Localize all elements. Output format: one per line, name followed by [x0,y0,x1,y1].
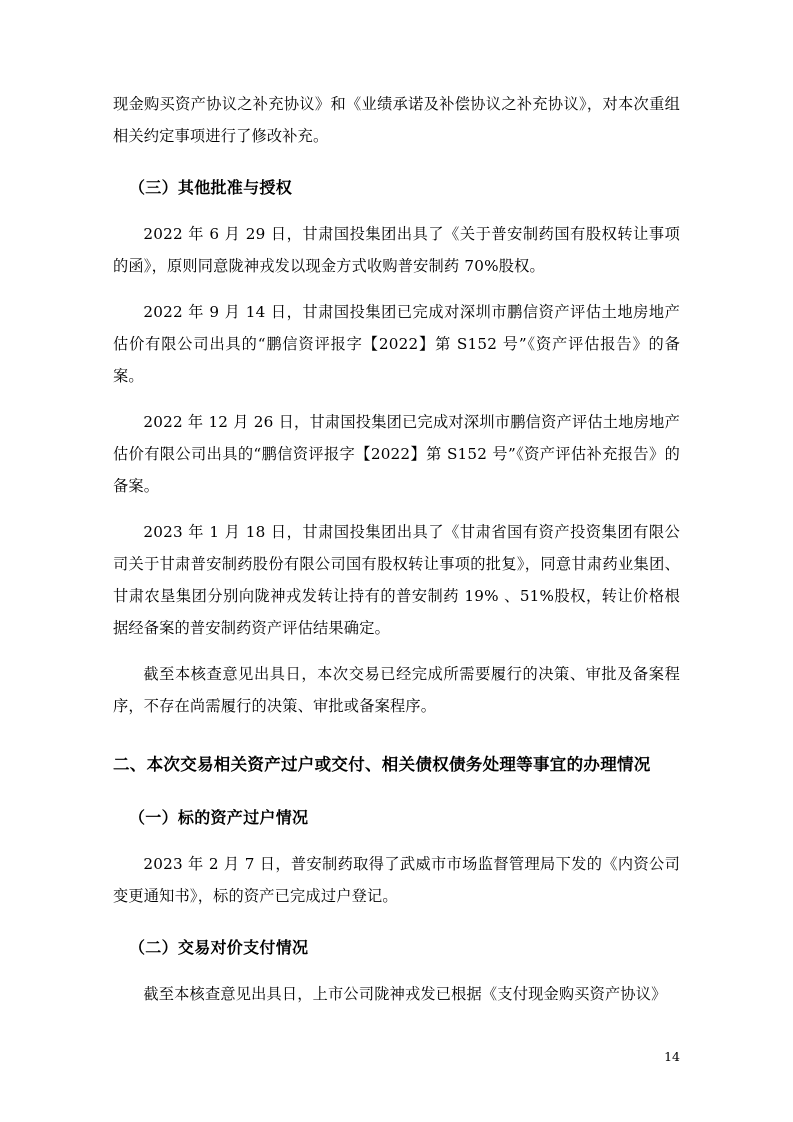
paragraph-2023-02-07: 2023 年 2 月 7 日，普安制药取得了武威市市场监督管理局下发的《内资公司变更通知书》，标的资产已完成过户登记。 [113,855,680,905]
spacer [113,964,680,978]
spacer [113,912,680,932]
spacer [113,834,680,848]
paragraph-conclusion: 截至本核查意见出具日，本次交易已经完成所需要履行的决策、审批及备案程序，不存在尚需履行的决策、审批或备案程序。 [113,665,680,715]
spacer [113,722,680,748]
paragraph-payment: 截至本核查意见出具日，上市公司陇神戎发已根据《支付现金购买资产协议》 [143,985,667,1003]
document-content [113,88,680,1010]
page-number: 14 [664,1049,680,1064]
spacer [113,204,680,218]
heading-payment: （二）交易对价支付情况 [129,938,309,957]
spacer [113,502,680,516]
paragraph-2022-09-14: 2022 年 9 月 14 日，甘肃国投集团已完成对深圳市鹏信资产评估土地房地产估价有限公司出具的“鹏信资评报字【2022】第 S152 号”《资产评估报告》的备案。 [113,303,680,385]
paragraph-2022-12-26: 2022 年 12 月 26 日，甘肃国投集团已完成对深圳市鹏信资产评估土地房地产估价有限公司出具的“鹏信资评报字【2022】第 S152 号”《资产评估补充报告》的备案。 [113,413,680,495]
spacer [113,282,680,296]
spacer [113,392,680,406]
heading-section-two: 二、本次交易相关资产过户或交付、相关债权债务处理等事宜的办理情况 [113,755,651,774]
spacer [113,644,680,658]
spacer [113,782,680,802]
heading-asset-transfer: （一）标的资产过户情况 [129,808,309,827]
paragraph-2022-06-29: 2022 年 6 月 29 日，甘肃国投集团出具了《关于普安制药国有股权转让事项的函》，原则同意陇神戎发以现金方式收购普安制药 70%股权。 [113,225,680,275]
spacer [113,152,680,172]
paragraph-continued: 现金购买资产协议之补充协议》和《业绩承诺及补偿协议之补充协议》，对本次重组相关约定事项进行了修改补充。 [113,95,680,145]
paragraph-2023-01-18: 2023 年 1 月 18 日，甘肃国投集团出具了《甘肃省国有资产投资集团有限公司关于甘肃普安制药股份有限公司国有股权转让事项的批复》，同意甘肃药业集团、甘肃农垦集团分别向陇神戎发转让持有的普安制药 19% 、51%股权，转让价格根据经备案的普安制药资产评估结果确定。 [113,523,680,637]
heading-other-approvals: （三）其他批准与授权 [129,178,293,197]
